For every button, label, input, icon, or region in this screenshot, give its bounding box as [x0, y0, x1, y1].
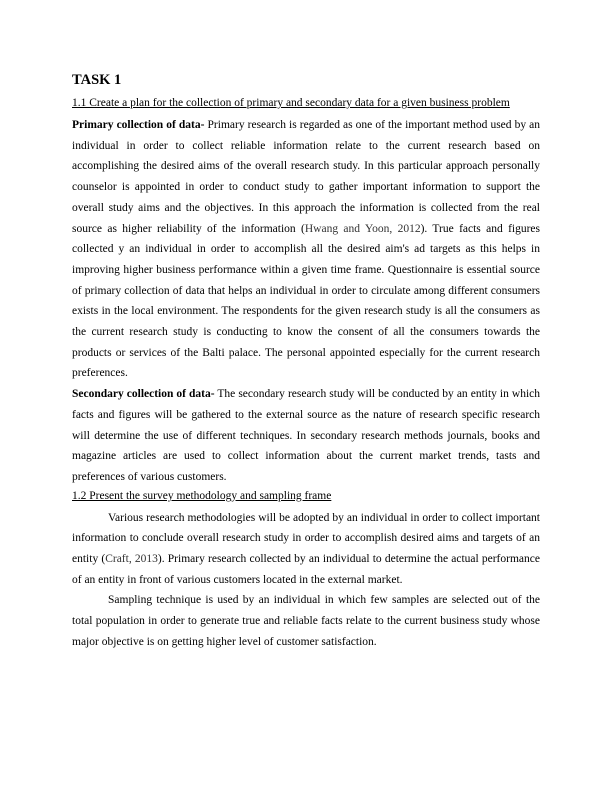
section-1-2-heading: 1.2 Present the survey methodology and sampling frame [72, 489, 332, 502]
citation-craft: Craft, 2013 [105, 553, 158, 566]
task-title: TASK 1 [72, 72, 122, 88]
citation-hwang-yoon: Hwang and Yoon, 2012 [304, 222, 421, 235]
methodology-text-after-citation: ). Primary research collected by an individual to determine the actual performance of an entity in front of various customers located in the external market. [72, 553, 540, 586]
secondary-text: The secondary research study will be conducted by an entity in which facts and figures will be gathered to the external source as the nature of research specific research will determine the use of different techniques. In secondary research methods journals, books and magazine articles are used to collect information about the current market trends, tasts and preferences of various customers. [72, 388, 540, 483]
primary-text-after-citation: ). True facts and figures collected y an individual in order to accomplish all the desired aim's ad targets as this helps in improving higher business performance within a given time frame. Questionnaire is essential source of primary collection of data that helps an individual in order to circulate among different consumers exists in the local environment. The respondents for the given research study is all the consumers as the current research study is conducting to know the consent of all the consumers towards the products or services of the Balti palace. The personal appointed especially for the current research preferences. [72, 222, 541, 380]
secondary-collection-paragraph [72, 384, 540, 488]
methodology-text-before-citation: Various research methodologies will be adopted by an individual in order to collect important information to conclude overall research study in order to accomplish desired aims and targets of an entity ( [72, 511, 540, 566]
primary-text-before-citation: Primary research is regarded as one of the important method used by an individual in order to collect reliable information relate to the current research based on accomplishing the desired aims of the overall research study. In this particular approach personally counselor is appointed in order to conduct study to gather important information to support the overall study aims and the objectives. In this approach the information is collected from the real source as higher reliability of the information ( [72, 119, 541, 235]
secondary-collection-label: Secondary collection of data- [72, 388, 215, 401]
sampling-paragraph: Sampling technique is used by an individual in which few samples are selected out of the total population in order to generate true and reliable facts relate to the current business study whose major objective is on getting higher level of customer satisfaction. [72, 594, 540, 648]
primary-collection-label: Primary collection of data- [72, 119, 205, 131]
document-body [72, 72, 540, 653]
section-1-1-heading: 1.1 Create a plan for the collection of primary and secondary data for a given business problem [72, 97, 510, 109]
methodology-paragraph [72, 508, 540, 591]
primary-collection-paragraph [72, 115, 540, 384]
